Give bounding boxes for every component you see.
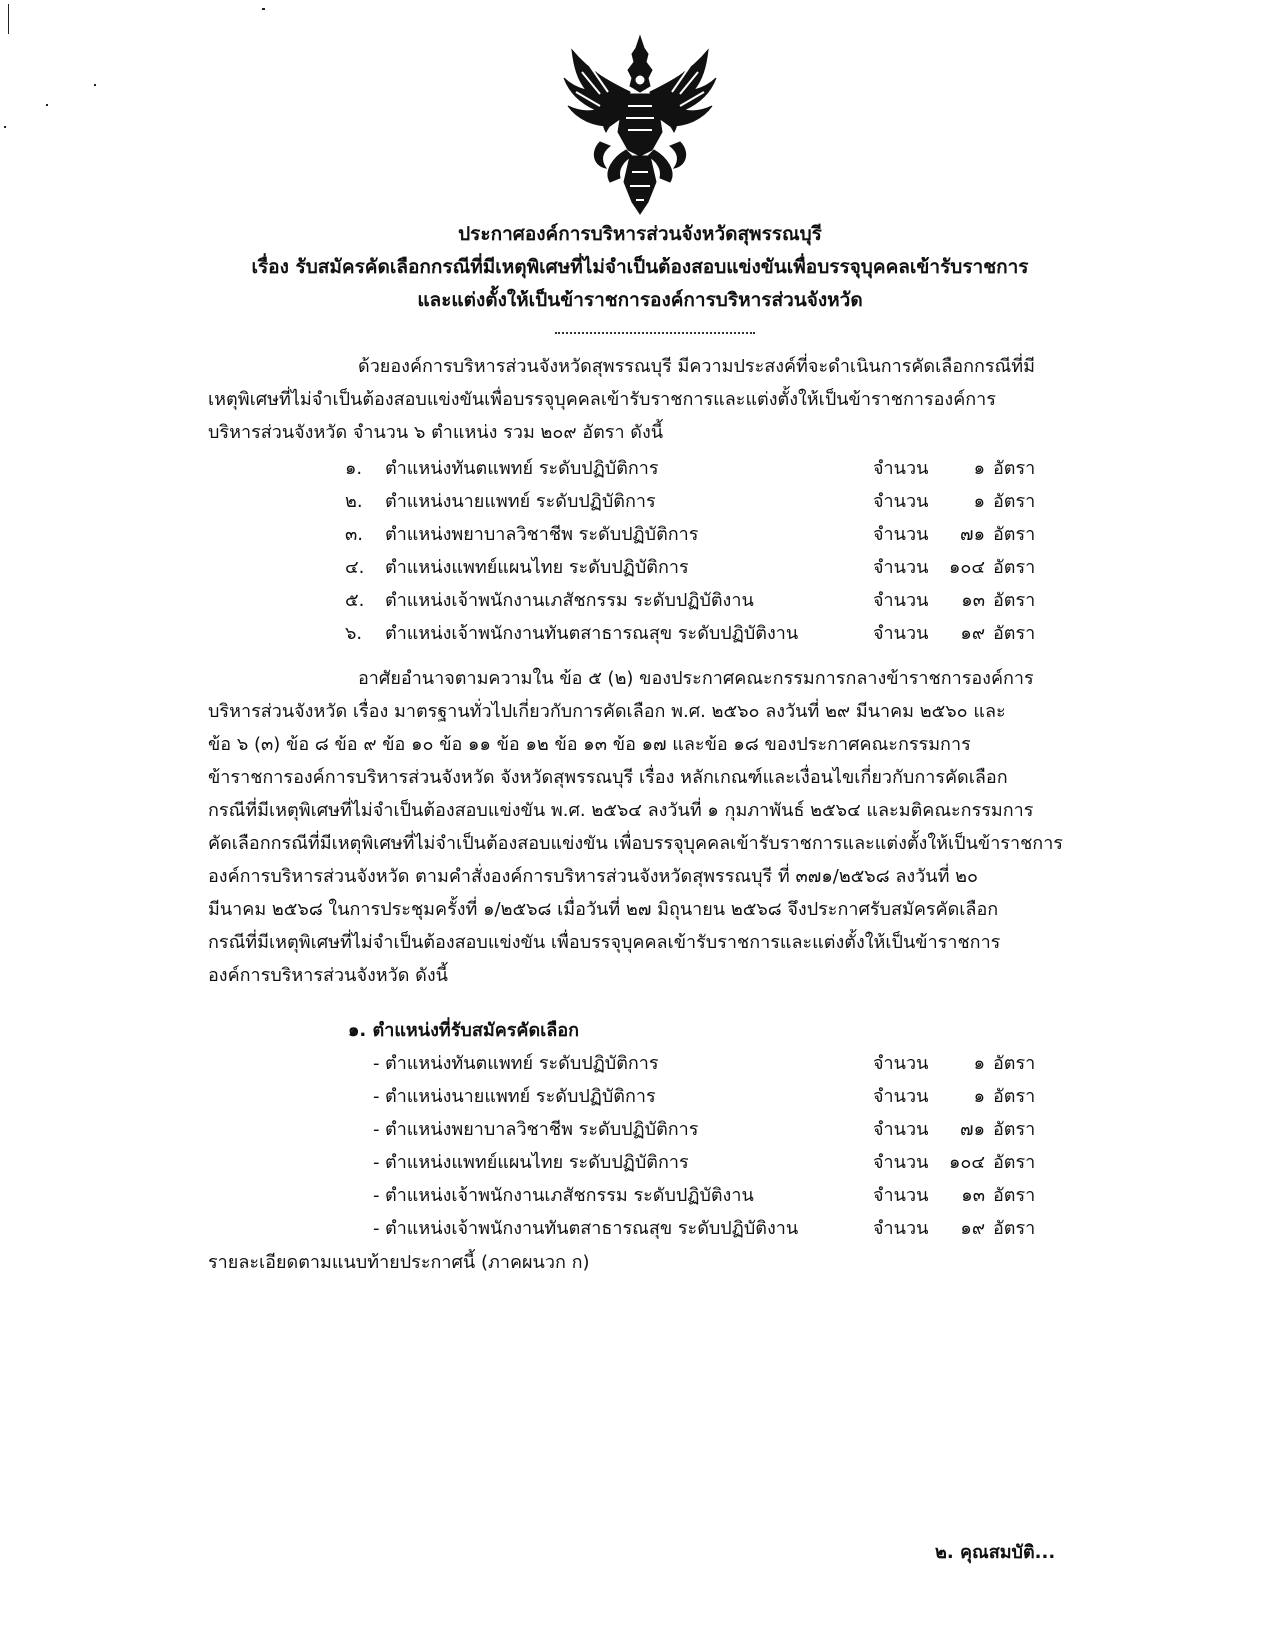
count-label: จำนวน (873, 1152, 929, 1173)
item-bullet: - (373, 1119, 380, 1140)
position-title: ตำแหน่งเจ้าพนักงานทันตสาธารณสุข ระดับปฏิบัติงาน (385, 1218, 799, 1239)
scan-artifact (8, 4, 9, 34)
list-item (345, 551, 1065, 584)
list-item (345, 485, 1065, 518)
count-label: จำนวน (873, 491, 929, 512)
list-item (345, 1113, 1065, 1146)
item-number: ๔. (345, 557, 365, 578)
authority-paragraph (208, 662, 1088, 992)
list-item (345, 1080, 1065, 1113)
count-label: จำนวน (873, 623, 929, 644)
count-unit: อัตรา (993, 1185, 1036, 1206)
count-value: ๑๐๔ (948, 1152, 985, 1173)
scan-artifact (46, 104, 48, 106)
count-label: จำนวน (873, 1086, 929, 1107)
authority-line-1: อาศัยอำนาจตามความใน ข้อ ๕ (๒) ของประกาศคณะกรรมการกลางข้าราชการองค์การ (358, 668, 1034, 689)
authority-line-4: ข้าราชการองค์การบริหารส่วนจังหวัด จังหวัดสุพรรณบุรี เรื่อง หลักเกณฑ์และเงื่อนไขเกี่ยวกับการคัดเลือก (208, 767, 1008, 788)
item-number: ๑. (345, 458, 363, 479)
count-unit: อัตรา (993, 1086, 1036, 1107)
count-label: จำนวน (873, 524, 929, 545)
item-bullet: - (373, 1218, 380, 1239)
item-bullet: - (373, 1152, 380, 1173)
count-value: ๑๓ (961, 590, 985, 611)
appendix-reference: รายละเอียดตามแนบท้ายประกาศนี้ (ภาคผนวก ก) (208, 1252, 590, 1273)
announcement-title (140, 218, 1140, 317)
title-line-3: และแต่งตั้งให้เป็นข้าราชการองค์การบริหารส่วนจังหวัด (417, 289, 863, 311)
scan-artifact (262, 8, 265, 10)
count-value: ๑๙ (960, 1218, 985, 1239)
item-bullet: - (373, 1185, 380, 1206)
position-title: ตำแหน่งแพทย์แผนไทย ระดับปฏิบัติการ (385, 557, 689, 578)
count-label: จำนวน (873, 1218, 929, 1239)
authority-line-6: คัดเลือกกรณีที่มีเหตุพิเศษที่ไม่จำเป็นต้องสอบแข่งขัน เพื่อบรรจุบุคคลเข้ารับราชการและแต่งตั้งให้เป็นข้าราชการ (208, 833, 1063, 854)
intro-line-3: บริหารส่วนจังหวัด จำนวน ๖ ตำแหน่ง รวม ๒๐๙ อัตรา ดังนี้ (208, 422, 664, 443)
position-title: ตำแหน่งเจ้าพนักงานทันตสาธารณสุข ระดับปฏิบัติงาน (385, 623, 799, 644)
position-title: ตำแหน่งพยาบาลวิชาชีพ ระดับปฏิบัติการ (385, 1119, 699, 1140)
count-label: จำนวน (873, 1185, 929, 1206)
count-value: ๗๑ (960, 1119, 985, 1140)
position-title: ตำแหน่งทันตแพทย์ ระดับปฏิบัติการ (385, 458, 659, 479)
count-value: ๑๙ (960, 623, 985, 644)
count-label: จำนวน (873, 590, 929, 611)
item-number: ๒. (345, 491, 363, 512)
position-title: ตำแหน่งนายแพทย์ ระดับปฏิบัติการ (385, 1086, 656, 1107)
authority-line-2: บริหารส่วนจังหวัด เรื่อง มาตรฐานทั่วไปเกี่ยวกับการคัดเลือก พ.ศ. ๒๕๖๐ ลงวันที่ ๒๙ มีนาคม ๒๕๖๐ และ (208, 701, 1006, 722)
count-unit: อัตรา (993, 1053, 1036, 1074)
intro-line-2: เหตุพิเศษที่ไม่จำเป็นต้องสอบแข่งขันเพื่อบรรจุบุคคลเข้ารับราชการและแต่งตั้งให้เป็นข้าราชการองค์การ (208, 389, 996, 410)
count-label: จำนวน (873, 557, 929, 578)
list-item (345, 617, 1065, 650)
position-title: ตำแหน่งเจ้าพนักงานเภสัชกรรม ระดับปฏิบัติงาน (385, 1185, 754, 1206)
authority-line-3: ข้อ ๖ (๓) ข้อ ๘ ข้อ ๙ ข้อ ๑๐ ข้อ ๑๑ ข้อ ๑๒ ข้อ ๑๓ ข้อ ๑๗ และข้อ ๑๘ ของประกาศคณะกรรมการ (208, 734, 971, 755)
count-label: จำนวน (873, 1119, 929, 1140)
list-item (345, 518, 1065, 551)
position-title: ตำแหน่งนายแพทย์ ระดับปฏิบัติการ (385, 491, 656, 512)
count-unit: อัตรา (993, 524, 1036, 545)
item-number: ๖. (345, 623, 363, 644)
authority-line-8: มีนาคม ๒๕๖๘ ในการประชุมครั้งที่ ๑/๒๕๖๘ เมื่อวันที่ ๒๗ มิถุนายน ๒๕๖๘ จึงประกาศรับสมัครคัดเลือก (208, 899, 999, 920)
count-value: ๑๓ (961, 1185, 985, 1206)
next-page-continuation: ๒. คุณสมบัติ... (935, 1542, 1056, 1563)
positions-list (345, 452, 1065, 650)
count-value: ๑ (973, 491, 985, 512)
garuda-emblem-icon (560, 32, 720, 217)
list-item (345, 1179, 1065, 1212)
item-bullet: - (373, 1053, 380, 1074)
scan-artifact (4, 126, 6, 128)
count-value: ๑ (973, 1086, 985, 1107)
section-1-positions-list (345, 1047, 1065, 1245)
count-unit: อัตรา (993, 458, 1036, 479)
count-unit: อัตรา (993, 623, 1036, 644)
count-unit: อัตรา (993, 557, 1036, 578)
count-unit: อัตรา (993, 491, 1036, 512)
authority-line-7: องค์การบริหารส่วนจังหวัด ตามคำสั่งองค์การบริหารส่วนจังหวัดสุพรรณบุรี ที่ ๓๗๑/๒๕๖๘ ลงวันที่ ๒๐ (208, 866, 979, 887)
count-value: ๑๐๔ (948, 557, 985, 578)
list-item (345, 1212, 1065, 1245)
count-value: ๑ (973, 1053, 985, 1074)
count-label: จำนวน (873, 458, 929, 479)
intro-line-1: ด้วยองค์การบริหารส่วนจังหวัดสุพรรณบุรี มีความประสงค์ที่จะดำเนินการคัดเลือกกรณีที่มี (358, 356, 1035, 377)
count-unit: อัตรา (993, 1152, 1036, 1173)
count-value: ๗๑ (960, 524, 985, 545)
scan-artifact (94, 84, 96, 86)
list-item (345, 1047, 1065, 1080)
section-1-heading: ๑. ตำแหน่งที่รับสมัครคัดเลือก (348, 1020, 580, 1041)
item-bullet: - (373, 1086, 380, 1107)
position-title: ตำแหน่งพยาบาลวิชาชีพ ระดับปฏิบัติการ (385, 524, 699, 545)
authority-line-10: องค์การบริหารส่วนจังหวัด ดังนี้ (208, 965, 448, 986)
item-number: ๓. (345, 524, 364, 545)
title-line-1: ประกาศองค์การบริหารส่วนจังหวัดสุพรรณบุรี (458, 223, 822, 245)
count-unit: อัตรา (993, 1119, 1036, 1140)
title-line-2: เรื่อง รับสมัครคัดเลือกกรณีที่มีเหตุพิเศษที่ไม่จำเป็นต้องสอบแข่งขันเพื่อบรรจุบุคคลเข้ารับราชการ (251, 256, 1029, 278)
authority-line-9: กรณีที่มีเหตุพิเศษที่ไม่จำเป็นต้องสอบแข่งขัน เพื่อบรรจุบุคคลเข้ารับราชการและแต่งตั้งให้เป็นข้าราชการ (208, 932, 1001, 953)
item-number: ๕. (345, 590, 365, 611)
count-label: จำนวน (873, 1053, 929, 1074)
count-value: ๑ (973, 458, 985, 479)
title-divider (555, 332, 755, 334)
intro-paragraph (208, 350, 1088, 449)
list-item (345, 584, 1065, 617)
position-title: ตำแหน่งทันตแพทย์ ระดับปฏิบัติการ (385, 1053, 659, 1074)
position-title: ตำแหน่งเจ้าพนักงานเภสัชกรรม ระดับปฏิบัติงาน (385, 590, 754, 611)
count-unit: อัตรา (993, 590, 1036, 611)
list-item (345, 1146, 1065, 1179)
authority-line-5: กรณีที่มีเหตุพิเศษที่ไม่จำเป็นต้องสอบแข่งขัน พ.ศ. ๒๕๖๔ ลงวันที่ ๑ กุมภาพันธ์ ๒๕๖๔ และมติคณะกรรมการ (208, 800, 1034, 821)
position-title: ตำแหน่งแพทย์แผนไทย ระดับปฏิบัติการ (385, 1152, 689, 1173)
count-unit: อัตรา (993, 1218, 1036, 1239)
list-item (345, 452, 1065, 485)
